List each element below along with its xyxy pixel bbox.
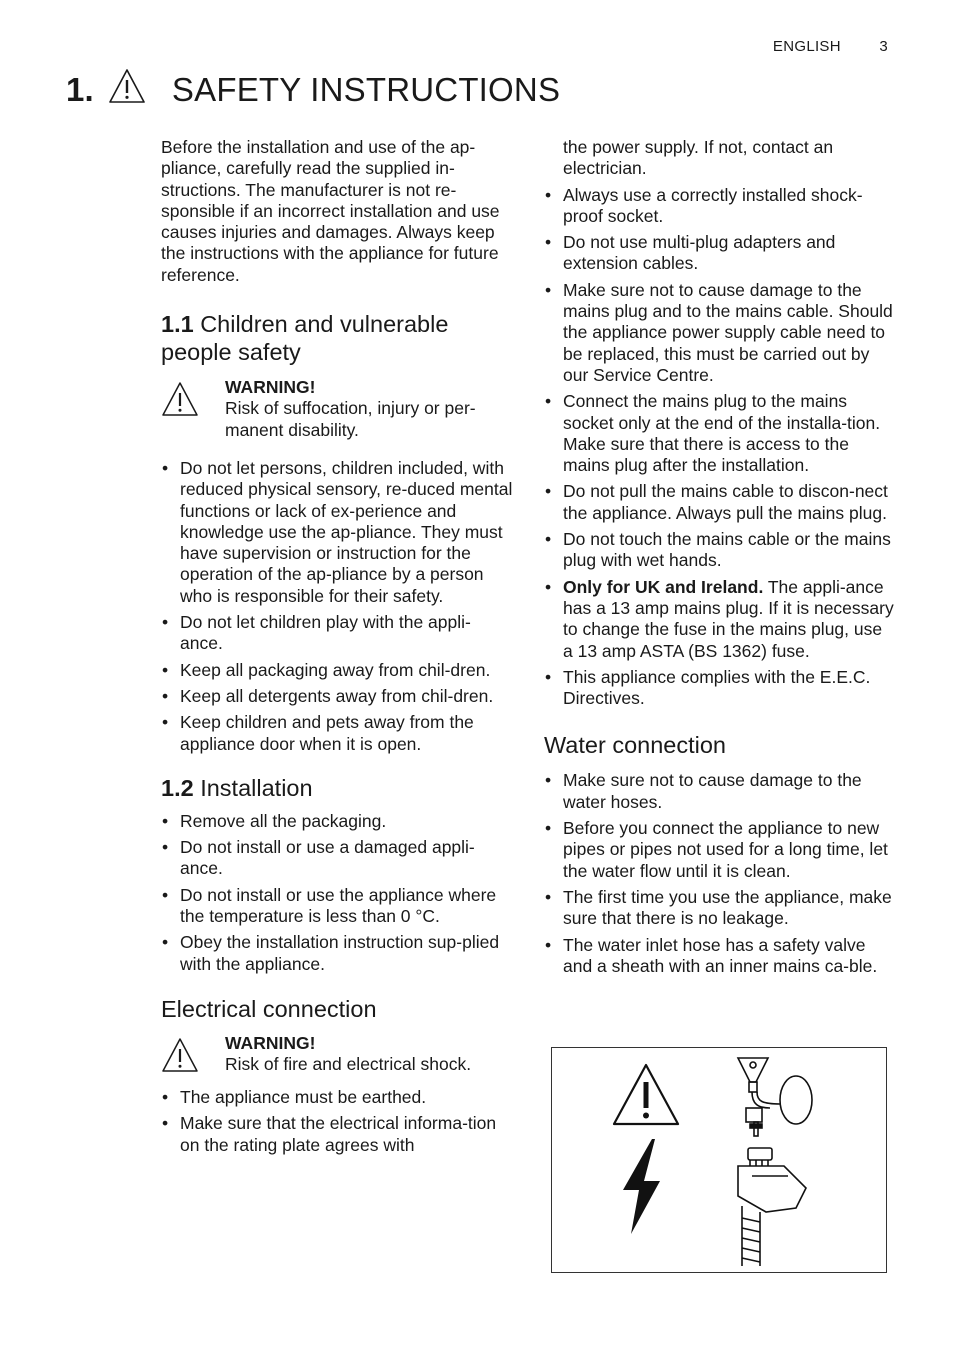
inlet-hose-icon [738, 1148, 806, 1266]
warning-title: WARNING! [225, 377, 316, 398]
page-title [66, 68, 560, 112]
warning-box-children [161, 377, 513, 441]
list-item: • Do not pull the mains cable to discon-nect the appliance. Always pull the mains plug. [544, 481, 896, 524]
list-item: • The water inlet hose has a safety valve and a sheath with an inner mains ca-ble. [544, 935, 896, 978]
warning-text: Risk of suffocation, injury or per-manent disability. [225, 398, 476, 440]
list-item: • Obey the installation instruction sup-plied with the appliance. [161, 932, 513, 975]
continued-list-text: the power supply. If not, contact an electrician. [563, 137, 834, 179]
list-item: • Do not let children play with the appli-ance. [161, 612, 513, 655]
section-title: Children and vulnerable people safety [161, 311, 449, 366]
list-item: • Do not touch the mains cable or the mains plug with wet hands. [544, 529, 896, 572]
warning-triangle-icon [161, 1037, 199, 1078]
list-item: • Connect the mains plug to the mains socket only at the end of the installa-tion. Make sure that there is access to the mains plug after the installation. [544, 391, 896, 476]
intro-paragraph: Before the installation and use of the ap-pliance, carefully read the supplied in-structions. The manufacturer is not re-sponsible if an incorrect installation and use causes injuries and damages. Always keep the instructions with the appliance for future reference. [161, 137, 500, 285]
installation-list [161, 811, 513, 975]
uk-ireland-text: The appli-ance has a 13 amp mains plug. If it is necessary to change the fuse in the mains plug, use a 13 amp ASTA (BS 1362) fuse. [563, 576, 894, 661]
page-header [773, 38, 888, 55]
warning-triangle-icon [161, 381, 199, 422]
header-language: ENGLISH [772, 38, 841, 55]
list-item: • Do not install or use a damaged appli-ance. [161, 837, 513, 880]
page-number: 3 [879, 38, 888, 55]
section-heading-water: Water connection [544, 732, 726, 759]
list-item: • The appliance must be earthed. [161, 1087, 513, 1108]
warning-title: WARNING! [225, 1032, 316, 1053]
water-tap-icon [738, 1058, 812, 1136]
children-list [161, 458, 513, 755]
chapter-title: SAFETY INSTRUCTIONS [171, 71, 561, 108]
water-list [544, 770, 896, 977]
list-item: • Do not use multi-plug adapters and extension cables. [544, 232, 896, 275]
water-inlet-hose-figure [551, 1047, 887, 1273]
list-item: • Keep all detergents away from chil-dren. [161, 686, 513, 707]
left-column [161, 137, 513, 1161]
uk-ireland-label: Only for UK and Ireland. [563, 576, 764, 597]
right-column [544, 137, 896, 982]
list-item: • Make sure not to cause damage to the water hoses. [544, 770, 896, 813]
section-heading-children [161, 310, 513, 366]
warning-triangle-icon [614, 1065, 678, 1124]
electrical-list-left [161, 1087, 513, 1156]
list-item: • This appliance complies with the E.E.C. Directives. [544, 667, 896, 710]
list-item: • Keep children and pets away from the appliance door when it is open. [161, 712, 513, 755]
section-heading-installation [161, 774, 513, 802]
list-item: • Always use a correctly installed shock-proof socket. [544, 185, 896, 228]
list-item: • Make sure that the electrical informa-tion on the rating plate agrees with [161, 1113, 513, 1156]
section-number: 1.1 [161, 311, 194, 338]
lightning-bolt-icon [623, 1139, 660, 1234]
warning-text: Risk of fire and electrical shock. [225, 1054, 472, 1075]
list-item: • Keep all packaging away from chil-dren. [161, 660, 513, 681]
list-item: • Do not install or use the appliance where the temperature is less than 0 °C. [161, 885, 513, 928]
list-item: • Before you connect the appliance to new pipes or pipes not used for a long time, let the water flow until it is clean. [544, 818, 896, 882]
list-item-uk-ireland [544, 577, 896, 662]
list-item: • Make sure not to cause damage to the mains plug and to the mains cable. Should the appliance power supply cable need to be replaced, this must be carried out by our Service Centre. [544, 280, 896, 386]
section-heading-electrical: Electrical connection [161, 995, 377, 1022]
section-title: Installation [200, 774, 313, 801]
section-number: 1.2 [161, 774, 194, 801]
list-item: • Do not let persons, children included, with reduced physical sensory, re-duced mental functions or lack of ex-perience and knowledge use the ap-pliance. They must have supervision or instruction for the operation of the ap-pliance by a person who is responsible for their safety. [161, 458, 513, 607]
warning-box-electrical [161, 1033, 513, 1079]
electrical-list-right [544, 185, 896, 710]
chapter-number: 1. [66, 71, 94, 108]
warning-triangle-icon [108, 67, 146, 113]
list-item: • The first time you use the appliance, make sure that there is no leakage. [544, 887, 896, 930]
list-item: • Remove all the packaging. [161, 811, 513, 832]
